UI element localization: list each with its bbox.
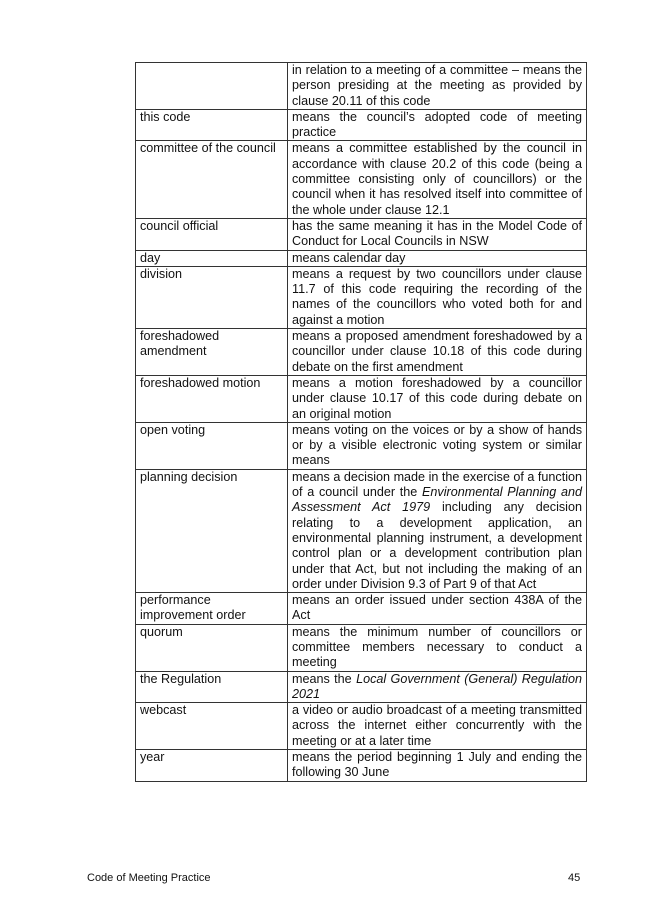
table-row [136,218,587,250]
table-row [136,109,587,141]
definition-cell [288,671,587,703]
term-cell: foreshadowed amendment [136,329,288,376]
definitions-table [135,62,587,782]
table-row [136,375,587,422]
act-title: Environmental Planning and Assessment Act 1979 [292,485,582,515]
footer-document-title: Code of Meeting Practice [87,872,211,884]
term-cell: performance improvement order [136,593,288,625]
term-cell: this code [136,109,288,141]
definition-cell: means voting on the voices or by a show of hands or by a visible electronic voting system or similar means [288,422,587,469]
definition-cell: means a motion foreshadowed by a councillor under clause 10.17 of this code during debate on an original motion [288,375,587,422]
term-cell: open voting [136,422,288,469]
definition-cell: means the minimum number of councillors or committee members necessary to conduct a meeting [288,624,587,671]
definition-cell: in relation to a meeting of a committee – means the person presiding at the meeting as provided by clause 20.11 of this code [288,63,587,110]
table-row [136,63,587,110]
table-row [136,266,587,328]
table-row [136,703,587,750]
regulation-title: Local Government (General) Regulation 2021 [292,671,582,701]
table-row [136,750,587,782]
term-cell: quorum [136,624,288,671]
definition-text: including any decision relating to a development application, an environmental planning instrument, a development control plan or a development contribution plan under that Act, but not including the making of an order under Division 9.3 of Part 9 of that Act [292,500,582,591]
definition-cell: has the same meaning it has in the Model Code of Conduct for Local Councils in NSW [288,218,587,250]
term-cell: division [136,266,288,328]
term-cell: committee of the council [136,141,288,218]
definition-cell: means a request by two councillors under clause 11.7 of this code requiring the recording of the names of the councillors who voted both for and against a motion [288,266,587,328]
table-row [136,141,587,218]
definition-text: means the [292,671,357,686]
definition-cell: means a committee established by the council in accordance with clause 20.2 of this code (being a committee consisting only of councillors) or the council when it has resolved itself into committee of the whole under clause 12.1 [288,141,587,218]
table-row [136,671,587,703]
definition-cell: means the period beginning 1 July and ending the following 30 June [288,750,587,782]
definition-cell: means a proposed amendment foreshadowed by a councillor under clause 10.18 of this code during debate on the first amendment [288,329,587,376]
term-cell: the Regulation [136,671,288,703]
term-cell: webcast [136,703,288,750]
term-cell: council official [136,218,288,250]
term-cell [136,63,288,110]
table-row [136,422,587,469]
term-cell: foreshadowed motion [136,375,288,422]
definition-cell: means the council’s adopted code of meeting practice [288,109,587,141]
table-row [136,329,587,376]
footer-page-number: 45 [568,872,581,884]
definition-cell: means calendar day [288,250,587,266]
definition-cell [288,469,587,592]
table-row [136,469,587,592]
table-row [136,624,587,671]
definition-cell: a video or audio broadcast of a meeting transmitted across the internet either concurrently with the meeting or at a later time [288,703,587,750]
term-cell: day [136,250,288,266]
definition-text: means a decision made in the exercise of a function of a council under the [292,469,582,500]
term-cell: planning decision [136,469,288,592]
table-row [136,250,587,266]
term-cell: year [136,750,288,782]
definition-cell: means an order issued under section 438A of the Act [288,593,587,625]
table-row [136,593,587,625]
